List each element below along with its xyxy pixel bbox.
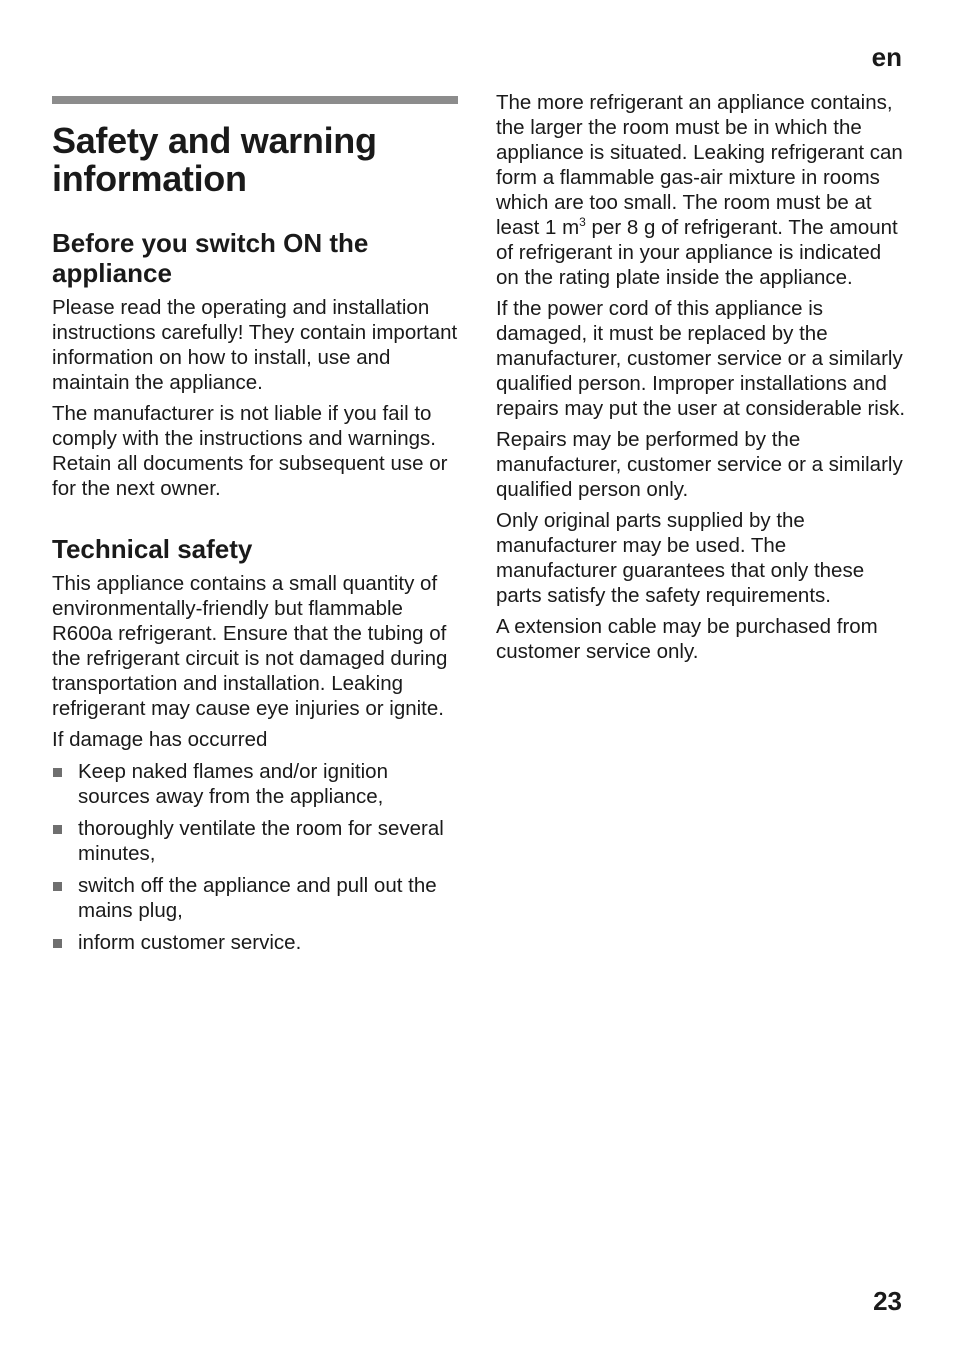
language-code: en bbox=[871, 42, 902, 72]
square-bullet-icon bbox=[53, 939, 62, 948]
list-item-text: switch off the appliance and pull out the mains plug, bbox=[78, 874, 437, 922]
paragraph-power-cord: If the power cord of this appliance is damaged, it must be replaced by the manufacturer, customer service or a similarly qualified person. Improper installations and repairs may put the user at considerable risk. bbox=[496, 297, 906, 420]
section-heading-before-switch-on bbox=[52, 228, 458, 288]
square-bullet-icon bbox=[53, 768, 62, 777]
paragraph-refrigerant: This appliance contains a small quantity of environmentally-friendly but flammable R600a refrigerant. Ensure that the tubing of the refrigerant circuit is not damaged during transportation and installation. Leaking refrigerant may cause eye injuries or ignite. bbox=[52, 572, 448, 720]
paragraph-original-parts: Only original parts supplied by the manufacturer may be used. The manufacturer guarantees that only these parts satisfy the safety requirements. bbox=[496, 509, 865, 607]
paragraph-repairs: Repairs may be performed by the manufacturer, customer service or a similarly qualified person only. bbox=[496, 428, 903, 501]
damage-steps-list bbox=[52, 759, 458, 955]
paragraph-room-size bbox=[496, 90, 906, 290]
paragraph-manufacturer-liability: The manufacturer is not liable if you fail to comply with the instructions and warnings. Retain all documents for subsequent use or for the next owner. bbox=[52, 402, 448, 500]
list-item-text: Keep naked flames and/or ignition sources away from the appliance, bbox=[78, 760, 388, 808]
paragraph-extension-cable: A extension cable may be purchased from customer service only. bbox=[496, 615, 878, 663]
superscript-3: 3 bbox=[579, 215, 586, 230]
list-item-text: inform customer service. bbox=[78, 931, 302, 954]
room-size-text-a: The more refrigerant an appliance contains, the larger the room must be in which the appliance is situated. Leaking refrigerant can form a flammable gas-air mixture in rooms which are too small. The room must be at least 1 m bbox=[496, 91, 903, 239]
list-item bbox=[52, 816, 458, 866]
section-heading-line1: Before you switch ON the bbox=[52, 228, 369, 258]
list-item bbox=[52, 759, 458, 809]
list-item bbox=[52, 930, 458, 955]
page-title-line2: information bbox=[52, 158, 247, 199]
right-column bbox=[496, 90, 906, 664]
page-title bbox=[52, 122, 458, 198]
section-heading-line2: appliance bbox=[52, 258, 172, 288]
square-bullet-icon bbox=[53, 882, 62, 891]
left-column bbox=[52, 96, 458, 962]
room-size-text-b: per 8 g of refrigerant. The amount of refrigerant in your appliance is indicated on the rating plate inside the appliance. bbox=[496, 216, 898, 289]
title-rule bbox=[52, 96, 458, 104]
paragraph-damage-intro: If damage has occurred bbox=[52, 728, 268, 751]
paragraph-read-instructions: Please read the operating and installation instructions carefully! They contain important information on how to install, use and maintain the appliance. bbox=[52, 296, 458, 394]
list-item-text: thoroughly ventilate the room for several minutes, bbox=[78, 817, 444, 865]
section-heading-technical-safety: Technical safety bbox=[52, 534, 253, 564]
page-title-line1: Safety and warning bbox=[52, 120, 377, 161]
page-number: 23 bbox=[873, 1286, 902, 1316]
square-bullet-icon bbox=[53, 825, 62, 834]
list-item bbox=[52, 873, 458, 923]
